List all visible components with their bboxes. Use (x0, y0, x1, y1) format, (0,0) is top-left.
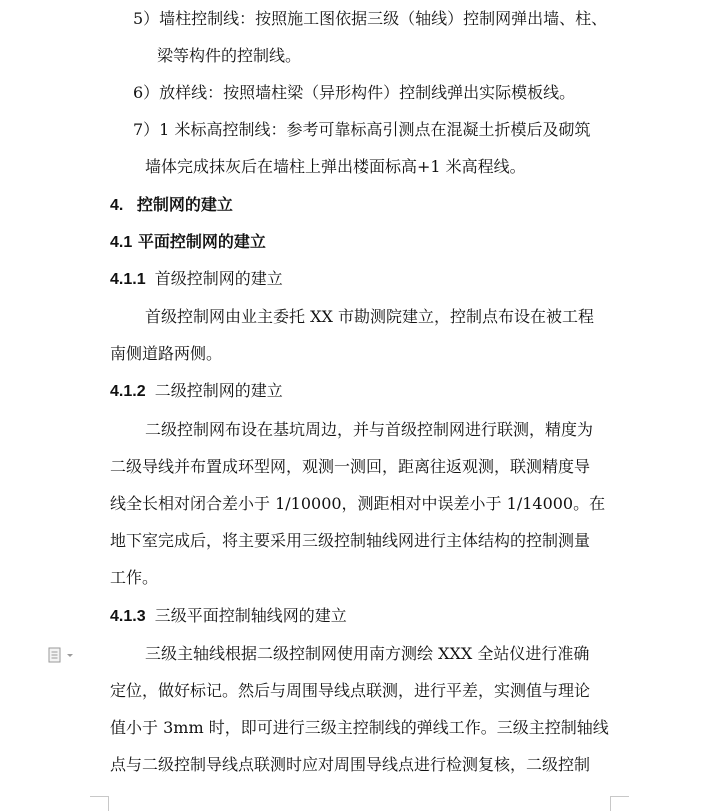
heading-4-1-3 (110, 605, 347, 627)
list-item-5-line1: 5）墙柱控制线：按照施工图依据三级（轴线）控制网弹出墙、柱、 (133, 9, 608, 28)
heading-4-1-2 (110, 380, 283, 402)
list-item-6: 6）放样线：按照墙柱梁（异形构件）控制线弹出实际模板线。 (133, 83, 576, 102)
heading-4-1-title: 平面控制网的建立 (137, 232, 266, 251)
heading-4-1 (110, 231, 266, 253)
heading-4-title: 控制网的建立 (136, 195, 233, 214)
paragraph-4-1-3-line3: 值小于 3mm 时，即可进行三级主控制线的弹线工作。三级主控制轴线 (110, 718, 609, 737)
paragraph-4-1-1-line1: 首级控制网由业主委托 XX 市勘测院建立，控制点布设在被工程 (145, 307, 594, 326)
paste-options-icon[interactable] (47, 646, 77, 664)
heading-4-1-1-title: 首级控制网的建立 (154, 269, 283, 288)
paragraph-4-1-3-line2: 定位，做好标记。然后与周围导线点联测，进行平差，实测值与理论 (110, 681, 591, 700)
paragraph-4-1-3-line4: 点与二级控制导线点联测时应对周围导线点进行检测复核，二级控制 (110, 755, 591, 774)
paragraph-4-1-2-line4: 地下室完成后，将主要采用三级控制轴线网进行主体结构的控制测量 (110, 531, 591, 550)
page-corner-mark-left (90, 796, 109, 811)
heading-4-1-3-title: 三级平面控制轴线网的建立 (154, 606, 347, 625)
paragraph-4-1-2-line3: 线全长相对闭合差小于 1/10000，测距相对中误差小于 1/14000。在 (110, 494, 606, 513)
list-item-7-line1: 7）1 米标高控制线：参考可靠标高引测点在混凝土折模后及砌筑 (133, 120, 591, 139)
heading-4-1-2-title: 二级控制网的建立 (154, 381, 283, 400)
paragraph-4-1-2-line1: 二级控制网布设在基坑周边，并与首级控制网进行联测，精度为 (145, 420, 594, 439)
paragraph-4-1-1-line2: 南侧道路两侧。 (110, 344, 223, 363)
list-item-5-line2: 梁等构件的控制线。 (157, 46, 302, 65)
heading-4-1-3-number: 4.1.3 (110, 608, 146, 625)
heading-4-1-number: 4.1 (110, 234, 133, 251)
paragraph-4-1-2-line2: 二级导线并布置成环型网，观测一测回，距离往返观测，联测精度导 (110, 457, 591, 476)
heading-4 (110, 194, 233, 216)
list-item-7-line2: 墙体完成抹灰后在墙柱上弹出楼面标高+1 米高程线。 (145, 157, 526, 176)
page-corner-mark-right (610, 796, 629, 811)
heading-4-number: 4. (110, 197, 124, 214)
paragraph-4-1-3-line1: 三级主轴线根据二级控制网使用南方测绘 XXX 全站仪进行准确 (145, 644, 590, 663)
heading-4-1-1 (110, 268, 283, 290)
paragraph-4-1-2-line5: 工作。 (110, 568, 159, 587)
heading-4-1-1-number: 4.1.1 (110, 271, 146, 288)
heading-4-1-2-number: 4.1.2 (110, 383, 146, 400)
